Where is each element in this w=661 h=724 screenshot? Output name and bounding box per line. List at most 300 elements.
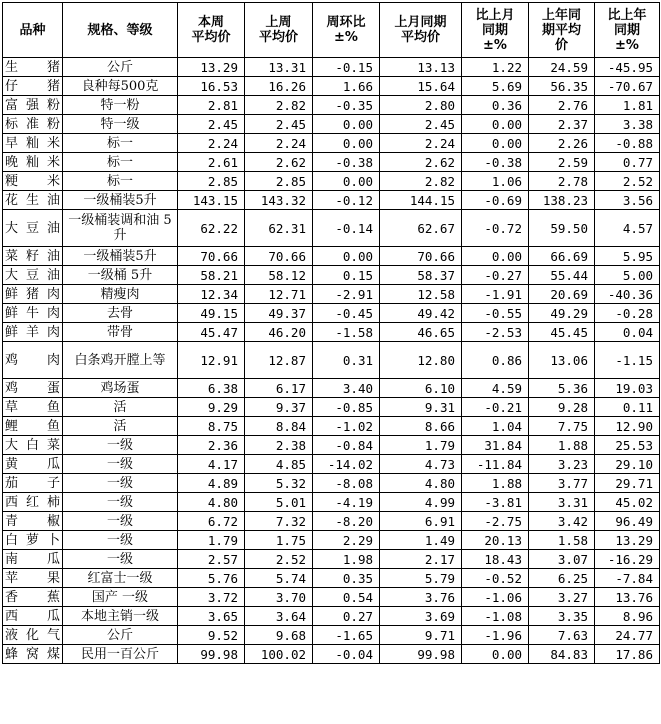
vs-last-month-cell: -1.08 <box>462 607 529 626</box>
vs-last-month-cell: -0.69 <box>462 191 529 210</box>
last-year-cell: 56.35 <box>529 77 595 96</box>
last-month-cell: 9.31 <box>380 398 462 417</box>
header-week-change: 周环比 ±% <box>313 3 380 58</box>
last-year-cell: 3.35 <box>529 607 595 626</box>
spec-cell: 特一级 <box>63 115 178 134</box>
last-year-cell: 24.59 <box>529 58 595 77</box>
variety-cell: 液化气 <box>3 626 63 645</box>
week-change-cell: 0.35 <box>313 569 380 588</box>
table-row <box>3 115 660 134</box>
table-row <box>3 455 660 474</box>
vs-last-year-cell: 13.76 <box>595 588 660 607</box>
last-month-cell: 46.65 <box>380 323 462 342</box>
vs-last-year-cell: -40.36 <box>595 285 660 304</box>
variety-cell: 鲜羊肉 <box>3 323 63 342</box>
variety-cell: 南 瓜 <box>3 550 63 569</box>
week-change-cell: 1.66 <box>313 77 380 96</box>
vs-last-month-cell: -0.52 <box>462 569 529 588</box>
last-week-cell: 2.45 <box>245 115 313 134</box>
this-week-cell: 3.65 <box>178 607 245 626</box>
spec-cell: 一级桶装调和油 5升 <box>63 210 178 247</box>
vs-last-year-cell: 4.57 <box>595 210 660 247</box>
spec-cell: 标一 <box>63 153 178 172</box>
this-week-cell: 9.29 <box>178 398 245 417</box>
this-week-cell: 5.76 <box>178 569 245 588</box>
variety-cell: 生 猪 <box>3 58 63 77</box>
last-year-cell: 1.88 <box>529 436 595 455</box>
variety-cell: 菜籽油 <box>3 247 63 266</box>
last-month-cell: 144.15 <box>380 191 462 210</box>
week-change-cell: 2.29 <box>313 531 380 550</box>
last-year-cell: 59.50 <box>529 210 595 247</box>
last-month-cell: 12.58 <box>380 285 462 304</box>
last-week-cell: 16.26 <box>245 77 313 96</box>
table-row <box>3 436 660 455</box>
this-week-cell: 70.66 <box>178 247 245 266</box>
last-month-cell: 5.79 <box>380 569 462 588</box>
last-week-cell: 5.32 <box>245 474 313 493</box>
last-week-cell: 62.31 <box>245 210 313 247</box>
vs-last-month-cell: -1.06 <box>462 588 529 607</box>
vs-last-month-cell: 5.69 <box>462 77 529 96</box>
table-row <box>3 626 660 645</box>
week-change-cell: 0.15 <box>313 266 380 285</box>
this-week-cell: 2.85 <box>178 172 245 191</box>
last-year-cell: 55.44 <box>529 266 595 285</box>
last-year-cell: 3.27 <box>529 588 595 607</box>
last-year-cell: 2.59 <box>529 153 595 172</box>
last-week-cell: 2.62 <box>245 153 313 172</box>
vs-last-year-cell: 25.53 <box>595 436 660 455</box>
last-month-cell: 15.64 <box>380 77 462 96</box>
variety-cell: 西红柿 <box>3 493 63 512</box>
this-week-cell: 99.98 <box>178 645 245 664</box>
last-month-cell: 4.99 <box>380 493 462 512</box>
this-week-cell: 16.53 <box>178 77 245 96</box>
table-row <box>3 266 660 285</box>
this-week-cell: 2.61 <box>178 153 245 172</box>
week-change-cell: -8.20 <box>313 512 380 531</box>
vs-last-month-cell: -2.75 <box>462 512 529 531</box>
last-month-cell: 6.10 <box>380 379 462 398</box>
spec-cell: 活 <box>63 398 178 417</box>
vs-last-month-cell: 18.43 <box>462 550 529 569</box>
variety-cell: 白萝卜 <box>3 531 63 550</box>
table-row <box>3 247 660 266</box>
variety-cell: 茄 子 <box>3 474 63 493</box>
last-month-cell: 2.24 <box>380 134 462 153</box>
last-week-cell: 12.87 <box>245 342 313 379</box>
vs-last-month-cell: 4.59 <box>462 379 529 398</box>
header-last-month-avg: 上月同期 平均价 <box>380 3 462 58</box>
vs-last-year-cell: 45.02 <box>595 493 660 512</box>
table-row <box>3 342 660 379</box>
last-month-cell: 12.80 <box>380 342 462 379</box>
header-last-year-avg: 上年同 期平均 价 <box>529 3 595 58</box>
variety-cell: 粳 米 <box>3 172 63 191</box>
last-week-cell: 9.68 <box>245 626 313 645</box>
vs-last-month-cell: -0.21 <box>462 398 529 417</box>
week-change-cell: -0.12 <box>313 191 380 210</box>
last-year-cell: 5.36 <box>529 379 595 398</box>
table-row <box>3 323 660 342</box>
last-month-cell: 4.73 <box>380 455 462 474</box>
last-month-cell: 2.45 <box>380 115 462 134</box>
week-change-cell: 0.31 <box>313 342 380 379</box>
this-week-cell: 9.52 <box>178 626 245 645</box>
this-week-cell: 2.81 <box>178 96 245 115</box>
week-change-cell: -1.65 <box>313 626 380 645</box>
week-change-cell: -2.91 <box>313 285 380 304</box>
last-week-cell: 5.01 <box>245 493 313 512</box>
spec-cell: 公斤 <box>63 58 178 77</box>
this-week-cell: 2.57 <box>178 550 245 569</box>
table-row <box>3 512 660 531</box>
last-week-cell: 4.85 <box>245 455 313 474</box>
table-row <box>3 493 660 512</box>
last-year-cell: 9.28 <box>529 398 595 417</box>
last-month-cell: 58.37 <box>380 266 462 285</box>
last-week-cell: 2.82 <box>245 96 313 115</box>
last-month-cell: 2.62 <box>380 153 462 172</box>
variety-cell: 苹 果 <box>3 569 63 588</box>
week-change-cell: -0.85 <box>313 398 380 417</box>
vs-last-month-cell: 31.84 <box>462 436 529 455</box>
last-year-cell: 3.31 <box>529 493 595 512</box>
last-week-cell: 5.74 <box>245 569 313 588</box>
table-row <box>3 210 660 247</box>
spec-cell: 一级 <box>63 550 178 569</box>
vs-last-month-cell: -0.38 <box>462 153 529 172</box>
this-week-cell: 1.79 <box>178 531 245 550</box>
vs-last-month-cell: -0.72 <box>462 210 529 247</box>
week-change-cell: -0.84 <box>313 436 380 455</box>
variety-cell: 大白菜 <box>3 436 63 455</box>
table-body <box>3 58 660 664</box>
table-row <box>3 172 660 191</box>
variety-cell: 香 蕉 <box>3 588 63 607</box>
spec-cell: 良种每500克 <box>63 77 178 96</box>
last-year-cell: 45.45 <box>529 323 595 342</box>
spec-cell: 去骨 <box>63 304 178 323</box>
week-change-cell: 0.00 <box>313 172 380 191</box>
spec-cell: 一级桶装5升 <box>63 247 178 266</box>
last-month-cell: 2.17 <box>380 550 462 569</box>
week-change-cell: 0.54 <box>313 588 380 607</box>
last-week-cell: 100.02 <box>245 645 313 664</box>
week-change-cell: 0.00 <box>313 115 380 134</box>
this-week-cell: 8.75 <box>178 417 245 436</box>
week-change-cell: -4.19 <box>313 493 380 512</box>
last-week-cell: 58.12 <box>245 266 313 285</box>
vs-last-month-cell: -1.91 <box>462 285 529 304</box>
this-week-cell: 4.89 <box>178 474 245 493</box>
table-row <box>3 134 660 153</box>
header-this-week-avg: 本周 平均价 <box>178 3 245 58</box>
week-change-cell: -0.14 <box>313 210 380 247</box>
last-week-cell: 1.75 <box>245 531 313 550</box>
spec-cell: 一级 <box>63 531 178 550</box>
vs-last-month-cell: 0.36 <box>462 96 529 115</box>
vs-last-month-cell: 0.00 <box>462 115 529 134</box>
header-variety: 品种 <box>3 3 63 58</box>
last-week-cell: 70.66 <box>245 247 313 266</box>
spec-cell: 标一 <box>63 172 178 191</box>
vs-last-month-cell: 20.13 <box>462 531 529 550</box>
week-change-cell: 1.98 <box>313 550 380 569</box>
this-week-cell: 3.72 <box>178 588 245 607</box>
spec-cell: 公斤 <box>63 626 178 645</box>
vs-last-year-cell: 19.03 <box>595 379 660 398</box>
last-month-cell: 4.80 <box>380 474 462 493</box>
variety-cell: 青 椒 <box>3 512 63 531</box>
variety-cell: 西 瓜 <box>3 607 63 626</box>
vs-last-year-cell: 96.49 <box>595 512 660 531</box>
vs-last-year-cell: -70.67 <box>595 77 660 96</box>
variety-cell: 大豆油 <box>3 266 63 285</box>
last-year-cell: 3.42 <box>529 512 595 531</box>
this-week-cell: 12.91 <box>178 342 245 379</box>
last-year-cell: 6.25 <box>529 569 595 588</box>
last-year-cell: 66.69 <box>529 247 595 266</box>
vs-last-year-cell: -45.95 <box>595 58 660 77</box>
last-month-cell: 70.66 <box>380 247 462 266</box>
last-year-cell: 138.23 <box>529 191 595 210</box>
last-year-cell: 2.78 <box>529 172 595 191</box>
last-month-cell: 49.42 <box>380 304 462 323</box>
last-year-cell: 7.75 <box>529 417 595 436</box>
spec-cell: 国产 一级 <box>63 588 178 607</box>
last-year-cell: 20.69 <box>529 285 595 304</box>
last-month-cell: 8.66 <box>380 417 462 436</box>
vs-last-month-cell: 0.86 <box>462 342 529 379</box>
week-change-cell: -0.38 <box>313 153 380 172</box>
last-year-cell: 2.37 <box>529 115 595 134</box>
vs-last-year-cell: -1.15 <box>595 342 660 379</box>
last-year-cell: 1.58 <box>529 531 595 550</box>
table-row <box>3 285 660 304</box>
vs-last-year-cell: 1.81 <box>595 96 660 115</box>
header-vs-last-year: 比上年 同期 ±% <box>595 3 660 58</box>
header-last-week-avg: 上周 平均价 <box>245 3 313 58</box>
table-row <box>3 417 660 436</box>
last-month-cell: 62.67 <box>380 210 462 247</box>
vs-last-year-cell: 13.29 <box>595 531 660 550</box>
week-change-cell: -14.02 <box>313 455 380 474</box>
last-month-cell: 2.80 <box>380 96 462 115</box>
last-week-cell: 7.32 <box>245 512 313 531</box>
last-week-cell: 49.37 <box>245 304 313 323</box>
variety-cell: 晚籼米 <box>3 153 63 172</box>
spec-cell: 本地主销一级 <box>63 607 178 626</box>
spec-cell: 活 <box>63 417 178 436</box>
vs-last-year-cell: -0.88 <box>595 134 660 153</box>
vs-last-year-cell: 8.96 <box>595 607 660 626</box>
variety-cell: 鸡 蛋 <box>3 379 63 398</box>
variety-cell: 标准粉 <box>3 115 63 134</box>
table-row <box>3 550 660 569</box>
table-row <box>3 569 660 588</box>
last-month-cell: 6.91 <box>380 512 462 531</box>
vs-last-year-cell: 0.11 <box>595 398 660 417</box>
vs-last-year-cell: 5.00 <box>595 266 660 285</box>
vs-last-year-cell: 29.10 <box>595 455 660 474</box>
spec-cell: 一级 <box>63 493 178 512</box>
vs-last-year-cell: -16.29 <box>595 550 660 569</box>
last-month-cell: 2.82 <box>380 172 462 191</box>
header-row <box>3 3 660 58</box>
this-week-cell: 4.80 <box>178 493 245 512</box>
last-year-cell: 49.29 <box>529 304 595 323</box>
last-week-cell: 2.24 <box>245 134 313 153</box>
variety-cell: 草 鱼 <box>3 398 63 417</box>
vs-last-month-cell: 1.88 <box>462 474 529 493</box>
variety-cell: 鸡 肉 <box>3 342 63 379</box>
price-table <box>2 2 660 664</box>
last-week-cell: 12.71 <box>245 285 313 304</box>
table-row <box>3 645 660 664</box>
last-week-cell: 9.37 <box>245 398 313 417</box>
vs-last-year-cell: -7.84 <box>595 569 660 588</box>
last-month-cell: 3.69 <box>380 607 462 626</box>
spec-cell: 一级 <box>63 474 178 493</box>
last-year-cell: 13.06 <box>529 342 595 379</box>
spec-cell: 一级 <box>63 455 178 474</box>
last-year-cell: 2.76 <box>529 96 595 115</box>
this-week-cell: 143.15 <box>178 191 245 210</box>
vs-last-month-cell: -0.55 <box>462 304 529 323</box>
last-week-cell: 8.84 <box>245 417 313 436</box>
last-year-cell: 3.23 <box>529 455 595 474</box>
vs-last-year-cell: 24.77 <box>595 626 660 645</box>
week-change-cell: -8.08 <box>313 474 380 493</box>
vs-last-year-cell: 0.77 <box>595 153 660 172</box>
week-change-cell: -0.15 <box>313 58 380 77</box>
table-row <box>3 153 660 172</box>
vs-last-month-cell: -3.81 <box>462 493 529 512</box>
last-month-cell: 1.49 <box>380 531 462 550</box>
table-row <box>3 531 660 550</box>
spec-cell: 精瘦肉 <box>63 285 178 304</box>
week-change-cell: 3.40 <box>313 379 380 398</box>
this-week-cell: 2.36 <box>178 436 245 455</box>
vs-last-month-cell: 1.22 <box>462 58 529 77</box>
last-year-cell: 2.26 <box>529 134 595 153</box>
table-row <box>3 96 660 115</box>
vs-last-month-cell: -0.27 <box>462 266 529 285</box>
vs-last-month-cell: 0.00 <box>462 247 529 266</box>
week-change-cell: -0.45 <box>313 304 380 323</box>
spec-cell: 一级桶装5升 <box>63 191 178 210</box>
last-week-cell: 2.85 <box>245 172 313 191</box>
variety-cell: 富强粉 <box>3 96 63 115</box>
variety-cell: 黄 瓜 <box>3 455 63 474</box>
variety-cell: 花生油 <box>3 191 63 210</box>
last-month-cell: 1.79 <box>380 436 462 455</box>
this-week-cell: 45.47 <box>178 323 245 342</box>
last-week-cell: 3.70 <box>245 588 313 607</box>
last-year-cell: 3.77 <box>529 474 595 493</box>
this-week-cell: 62.22 <box>178 210 245 247</box>
this-week-cell: 4.17 <box>178 455 245 474</box>
table-row <box>3 191 660 210</box>
variety-cell: 鲤 鱼 <box>3 417 63 436</box>
table-row <box>3 77 660 96</box>
week-change-cell: -1.02 <box>313 417 380 436</box>
table-row <box>3 304 660 323</box>
week-change-cell: 0.00 <box>313 247 380 266</box>
spec-cell: 一级 <box>63 512 178 531</box>
spec-cell: 白条鸡开膛上等 <box>63 342 178 379</box>
last-week-cell: 13.31 <box>245 58 313 77</box>
spec-cell: 带骨 <box>63 323 178 342</box>
table-row <box>3 588 660 607</box>
last-week-cell: 143.32 <box>245 191 313 210</box>
table-row <box>3 398 660 417</box>
vs-last-year-cell: 0.04 <box>595 323 660 342</box>
vs-last-year-cell: 2.52 <box>595 172 660 191</box>
last-year-cell: 84.83 <box>529 645 595 664</box>
spec-cell: 特一粉 <box>63 96 178 115</box>
this-week-cell: 6.38 <box>178 379 245 398</box>
variety-cell: 仔 猪 <box>3 77 63 96</box>
vs-last-year-cell: 29.71 <box>595 474 660 493</box>
spec-cell: 红富士一级 <box>63 569 178 588</box>
table-row <box>3 474 660 493</box>
last-year-cell: 7.63 <box>529 626 595 645</box>
last-week-cell: 2.38 <box>245 436 313 455</box>
last-month-cell: 13.13 <box>380 58 462 77</box>
vs-last-year-cell: 5.95 <box>595 247 660 266</box>
vs-last-year-cell: 3.38 <box>595 115 660 134</box>
last-week-cell: 6.17 <box>245 379 313 398</box>
this-week-cell: 13.29 <box>178 58 245 77</box>
vs-last-year-cell: -0.28 <box>595 304 660 323</box>
vs-last-month-cell: -11.84 <box>462 455 529 474</box>
spec-cell: 标一 <box>63 134 178 153</box>
variety-cell: 大豆油 <box>3 210 63 247</box>
spec-cell: 鸡场蛋 <box>63 379 178 398</box>
variety-cell: 鲜牛肉 <box>3 304 63 323</box>
vs-last-month-cell: 0.00 <box>462 645 529 664</box>
variety-cell: 早籼米 <box>3 134 63 153</box>
last-week-cell: 2.52 <box>245 550 313 569</box>
table-row <box>3 607 660 626</box>
this-week-cell: 49.15 <box>178 304 245 323</box>
week-change-cell: -0.04 <box>313 645 380 664</box>
header-vs-last-month: 比上月 同期 ±% <box>462 3 529 58</box>
spec-cell: 一级 <box>63 436 178 455</box>
table-row <box>3 58 660 77</box>
spec-cell: 民用一百公斤 <box>63 645 178 664</box>
this-week-cell: 58.21 <box>178 266 245 285</box>
variety-cell: 鲜猪肉 <box>3 285 63 304</box>
vs-last-month-cell: 1.06 <box>462 172 529 191</box>
header-spec-grade: 规格、等级 <box>63 3 178 58</box>
week-change-cell: 0.00 <box>313 134 380 153</box>
vs-last-year-cell: 17.86 <box>595 645 660 664</box>
last-week-cell: 3.64 <box>245 607 313 626</box>
vs-last-year-cell: 3.56 <box>595 191 660 210</box>
week-change-cell: -1.58 <box>313 323 380 342</box>
last-month-cell: 9.71 <box>380 626 462 645</box>
spec-cell: 一级桶 5升 <box>63 266 178 285</box>
week-change-cell: -0.35 <box>313 96 380 115</box>
vs-last-month-cell: 1.04 <box>462 417 529 436</box>
vs-last-month-cell: -2.53 <box>462 323 529 342</box>
vs-last-month-cell: 0.00 <box>462 134 529 153</box>
vs-last-year-cell: 12.90 <box>595 417 660 436</box>
